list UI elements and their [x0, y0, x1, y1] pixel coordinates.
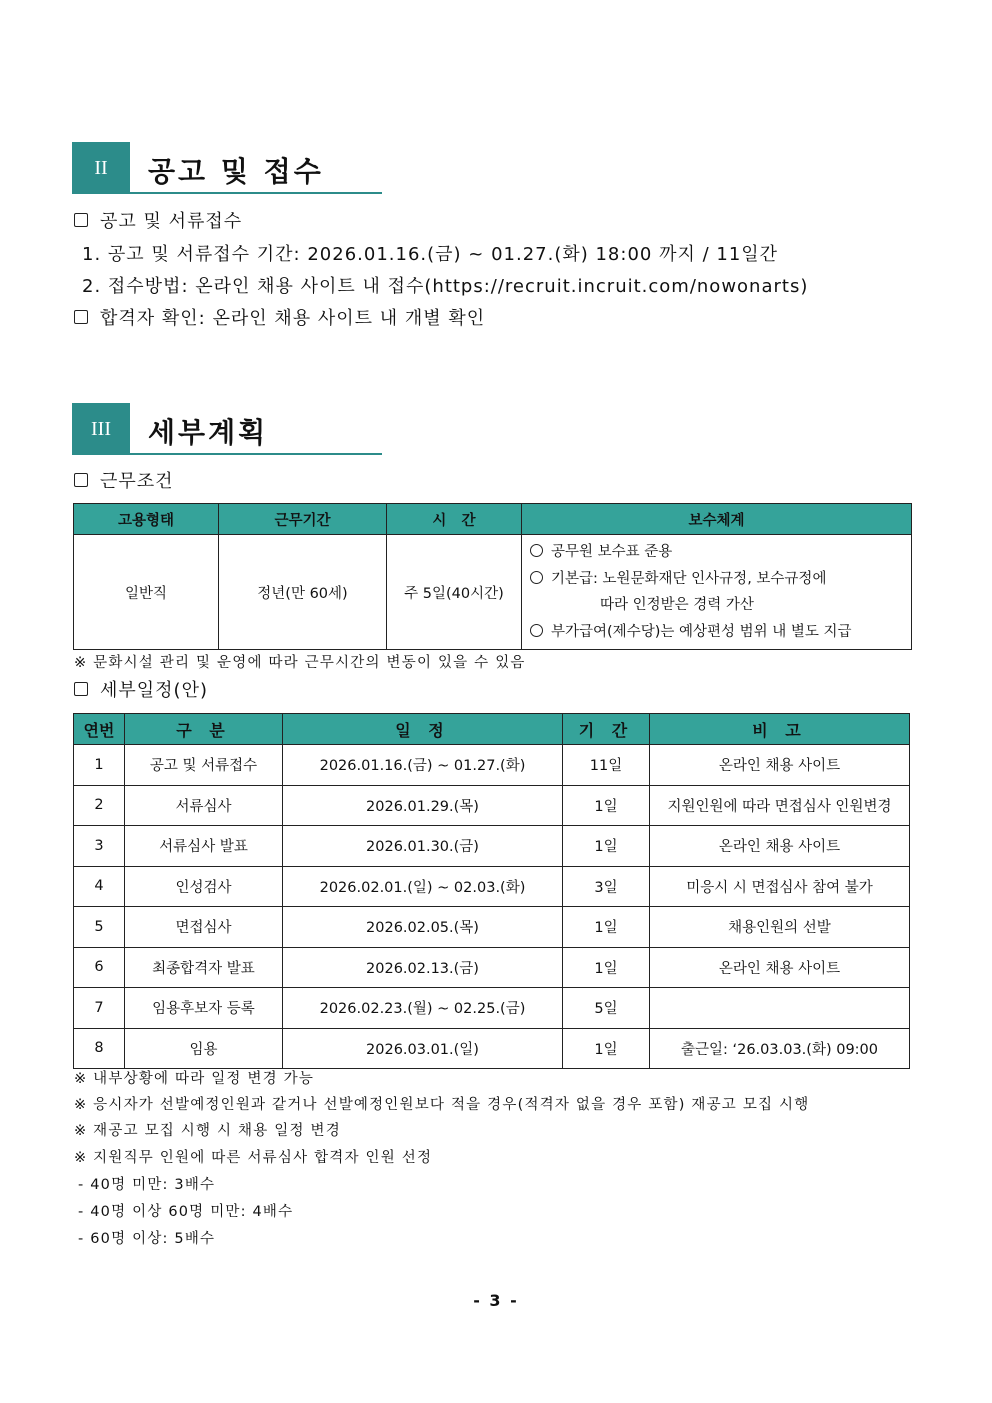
- ratio-item: - 60명 이상: 5배수: [78, 1231, 216, 1247]
- application-method: 2. 접수방법: 온라인 채용 사이트 내 접수(https://recruit.incruit.com/nowonarts): [82, 276, 809, 297]
- duration: 1일: [563, 1028, 650, 1069]
- section-2-title: 공고 및 접수: [148, 155, 324, 188]
- remarks: 온라인 채용 사이트: [650, 947, 910, 988]
- section-3-number: III: [72, 403, 130, 455]
- pay-item-continued: 따라 인정받은 경력 가산: [600, 597, 754, 613]
- checkbox-icon: [74, 682, 88, 696]
- result-check-label: 합격자 확인: 온라인 채용 사이트 내 개별 확인: [100, 308, 486, 329]
- work-period: 정년(만 60세): [219, 535, 387, 650]
- pay-item: [530, 566, 911, 593]
- work-hours: 주 5일(40시간): [387, 535, 522, 650]
- circle-bullet-icon: [530, 544, 543, 557]
- header-category: 구 분: [125, 714, 283, 745]
- row-number: 5: [74, 907, 125, 948]
- category: 임용후보자 등록: [125, 988, 283, 1029]
- header-duration: 기 간: [563, 714, 650, 745]
- table-row: [74, 535, 912, 650]
- category: 최종합격자 발표: [125, 947, 283, 988]
- header-work-period: 근무기간: [219, 504, 387, 535]
- table-row: [74, 745, 910, 786]
- section-3-underline: [130, 453, 382, 455]
- schedule: 2026.01.16.(금) ~ 01.27.(화): [283, 745, 563, 786]
- category: 인성검사: [125, 866, 283, 907]
- employment-type: 일반직: [74, 535, 219, 650]
- announcement-period: 1. 공고 및 서류접수 기간: 2026.01.16.(금) ~ 01.27.(화) 18:00 까지 / 11일간: [82, 244, 779, 265]
- category: 임용: [125, 1028, 283, 1069]
- pay-item-text: 공무원 보수표 준용: [551, 544, 673, 560]
- checkbox-icon: [74, 473, 88, 487]
- section-3-title: 세부계획: [148, 416, 269, 449]
- conditions-note: ※ 문화시설 관리 및 운영에 따라 근무시간의 변동이 있을 수 있음: [74, 655, 526, 671]
- duration: 3일: [563, 866, 650, 907]
- work-conditions-label: 근무조건: [100, 471, 174, 492]
- row-number: 3: [74, 826, 125, 867]
- remarks: 온라인 채용 사이트: [650, 826, 910, 867]
- work-conditions-heading: [74, 467, 174, 493]
- result-check-item: [74, 304, 485, 330]
- header-pay-system: 보수체계: [522, 504, 912, 535]
- table-row: [74, 1028, 910, 1069]
- category: 서류심사 발표: [125, 826, 283, 867]
- ratio-item: - 40명 미만: 3배수: [78, 1177, 216, 1193]
- table-row: [74, 785, 910, 826]
- category: 서류심사: [125, 785, 283, 826]
- duration: 1일: [563, 947, 650, 988]
- schedule-label: 세부일정(안): [100, 680, 208, 701]
- checkbox-icon: [74, 213, 88, 227]
- schedule: 2026.02.01.(일) ~ 02.03.(화): [283, 866, 563, 907]
- header-no: 연번: [74, 714, 125, 745]
- pay-system: [522, 535, 912, 650]
- pay-item-text: 부가급여(제수당)는 예상편성 범위 내 별도 지급: [551, 623, 852, 640]
- pay-item: [530, 619, 911, 646]
- row-number: 8: [74, 1028, 125, 1069]
- row-number: 4: [74, 866, 125, 907]
- table-row: [74, 907, 910, 948]
- announcement-label: 공고 및 서류접수: [100, 211, 243, 232]
- row-number: 2: [74, 785, 125, 826]
- schedule-heading: [74, 676, 208, 702]
- section-2-number: II: [72, 142, 130, 194]
- duration: 1일: [563, 785, 650, 826]
- checkbox-icon: [74, 310, 88, 324]
- schedule: 2026.01.30.(금): [283, 826, 563, 867]
- duration: 5일: [563, 988, 650, 1029]
- ratio-item: - 40명 이상 60명 미만: 4배수: [78, 1204, 294, 1220]
- table-row: [74, 947, 910, 988]
- duration: 1일: [563, 826, 650, 867]
- table-header-row: [74, 714, 910, 745]
- section-3-header: [72, 403, 382, 455]
- row-number: 1: [74, 745, 125, 786]
- schedule-note: ※ 내부상황에 따라 일정 변경 가능: [74, 1071, 315, 1087]
- table-row: [74, 866, 910, 907]
- category: 공고 및 서류접수: [125, 745, 283, 786]
- header-employment-type: 고용형태: [74, 504, 219, 535]
- table-row: [74, 826, 910, 867]
- section-2-header: [72, 142, 382, 194]
- page-number: - 3 -: [473, 1291, 519, 1310]
- schedule-body: [74, 745, 910, 1069]
- schedule: 2026.02.05.(목): [283, 907, 563, 948]
- announcement-item: [74, 207, 242, 233]
- category: 면접심사: [125, 907, 283, 948]
- pay-item: [530, 539, 911, 566]
- row-number: 6: [74, 947, 125, 988]
- table-row: [74, 988, 910, 1029]
- schedule-note: ※ 지원직무 인원에 따른 서류심사 합격자 인원 선정: [74, 1150, 433, 1166]
- duration: 1일: [563, 907, 650, 948]
- circle-bullet-icon: [530, 571, 543, 584]
- row-number: 7: [74, 988, 125, 1029]
- header-remarks: 비 고: [650, 714, 910, 745]
- remarks: 채용인원의 선발: [650, 907, 910, 948]
- schedule-table: [73, 713, 910, 1069]
- schedule: 2026.01.29.(목): [283, 785, 563, 826]
- pay-item-text: 기본급: 노원문화재단 인사규정, 보수규정에: [551, 570, 827, 587]
- header-hours: 시 간: [387, 504, 522, 535]
- schedule: 2026.03.01.(일): [283, 1028, 563, 1069]
- table-header-row: [74, 504, 912, 535]
- duration: 11일: [563, 745, 650, 786]
- remarks: 출근일: ‘26.03.03.(화) 09:00: [650, 1028, 910, 1069]
- schedule: 2026.02.13.(금): [283, 947, 563, 988]
- section-2-underline: [130, 192, 382, 194]
- header-schedule: 일 정: [283, 714, 563, 745]
- remarks: 지원인원에 따라 면접심사 인원변경: [650, 785, 910, 826]
- remarks: [650, 988, 910, 1029]
- remarks: 온라인 채용 사이트: [650, 745, 910, 786]
- schedule: 2026.02.23.(월) ~ 02.25.(금): [283, 988, 563, 1029]
- schedule-note: ※ 응시자가 선발예정인원과 같거나 선발예정인원보다 적을 경우(적격자 없을 경우 포함) 재공고 모집 시행: [74, 1097, 810, 1113]
- work-conditions-table: [73, 503, 912, 650]
- schedule-note: ※ 재공고 모집 시행 시 채용 일정 변경: [74, 1123, 341, 1139]
- circle-bullet-icon: [530, 624, 543, 637]
- remarks: 미응시 시 면접심사 참여 불가: [650, 866, 910, 907]
